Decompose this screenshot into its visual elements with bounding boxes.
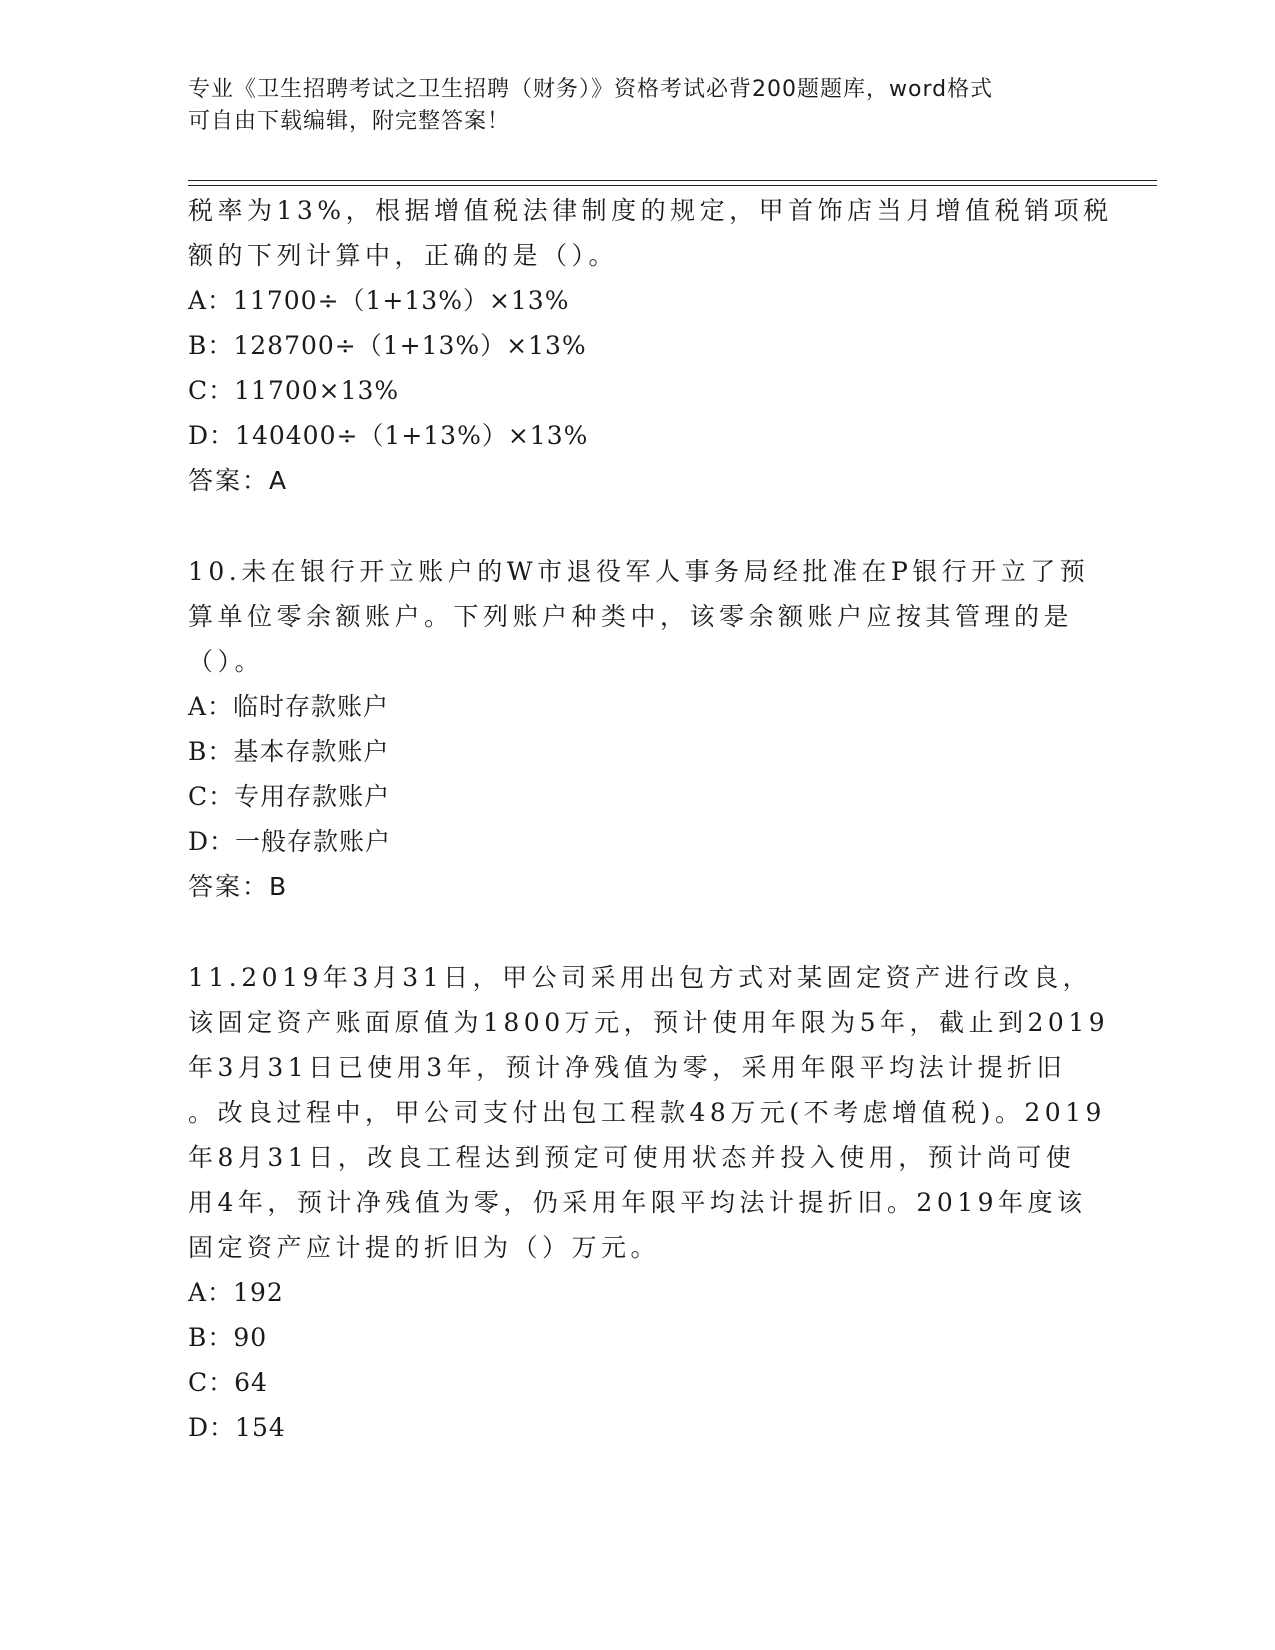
question-10-stem-line-2: 算单位零余额账户。下列账户种类中，该零余额账户应按其管理的是 [188, 602, 1074, 631]
question-10-option-d: D：一般存款账户 [188, 827, 392, 856]
question-10-stem-line-1: 10.未在银行开立账户的W市退役军人事务局经批准在P银行开立了预 [188, 557, 1090, 586]
question-11-option-b: B：90 [188, 1323, 268, 1352]
question-9-option-d: D：140400÷（1+13%）×13% [188, 421, 589, 450]
question-9-stem-line-2: 额的下列计算中，正确的是（）。 [188, 241, 619, 270]
question-11-stem-line-2: 该固定资产账面原值为1800万元，预计使用年限为5年，截止到2019 [188, 1008, 1110, 1037]
spacer [188, 909, 1088, 955]
question-11 [188, 955, 1110, 1450]
question-9 [188, 188, 1113, 503]
header-title-line-1: 专业《卫生招聘考试之卫生招聘（财务）》资格考试必背200题题库，word格式 [188, 77, 994, 102]
question-11-option-a: A：192 [188, 1278, 284, 1307]
question-11-option-d: D：154 [188, 1413, 286, 1442]
question-11-option-c: C：64 [188, 1368, 268, 1397]
question-9-answer: 答案：A [188, 466, 289, 495]
question-content [188, 188, 1113, 1450]
question-11-stem-line-7: 固定资产应计提的折旧为（）万元。 [188, 1233, 661, 1262]
question-11-stem-line-4: 。改良过程中，甲公司支付出包工程款48万元(不考虑增值税)。2019 [188, 1098, 1106, 1127]
question-11-stem-line-6: 用4年，预计净残值为零，仍采用年限平均法计提折旧。2019年度该 [188, 1188, 1087, 1217]
question-10-option-b: B：基本存款账户 [188, 737, 390, 766]
header-title-line-2: 可自由下载编辑，附完整答案！ [188, 109, 511, 134]
question-11-stem-line-5: 年8月31日，改良工程达到预定可使用状态并投入使用，预计尚可使 [188, 1143, 1076, 1172]
spacer [188, 503, 1088, 549]
question-10-answer: 答案：B [188, 872, 289, 901]
question-11-stem-line-3: 年3月31日已使用3年，预计净残值为零，采用年限平均法计提折旧 [188, 1053, 1067, 1082]
document-header [188, 74, 1068, 138]
question-9-stem-line-1: 税率为13%，根据增值税法律制度的规定，甲首饰店当月增值税销项税 [188, 196, 1113, 225]
question-10 [188, 549, 1088, 909]
question-10-option-c: C：专用存款账户 [188, 782, 391, 811]
question-9-option-c: C：11700×13% [188, 376, 400, 405]
question-9-option-a: A：11700÷（1+13%）×13% [188, 286, 570, 315]
question-10-option-a: A：临时存款账户 [188, 692, 390, 721]
question-10-stem-line-3: （）。 [188, 647, 265, 676]
question-11-stem-line-1: 11.2019年3月31日，甲公司采用出包方式对某固定资产进行改良， [188, 963, 1093, 992]
header-divider-top [188, 180, 1157, 181]
question-9-option-b: B：128700÷（1+13%）×13% [188, 331, 587, 360]
header-divider-bottom [188, 185, 1157, 186]
